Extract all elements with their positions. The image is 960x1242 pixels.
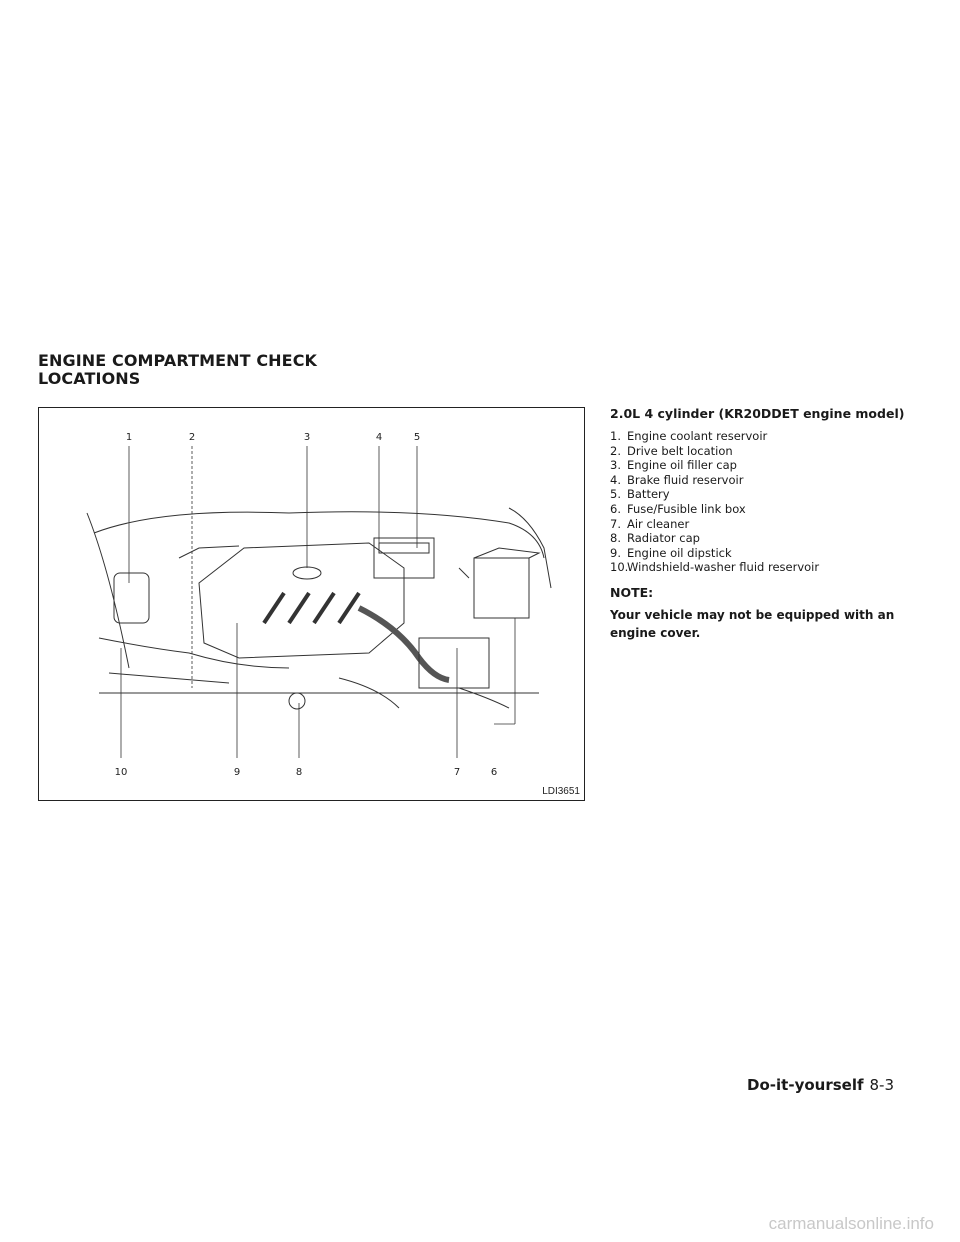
section-heading	[38, 352, 317, 388]
list-item	[610, 473, 910, 488]
list-item	[610, 531, 910, 546]
callout-3: 3	[303, 432, 311, 443]
engine-illustration	[39, 408, 585, 801]
item-text: Engine oil dipstick	[627, 545, 732, 560]
engine-model-subhead: 2.0L 4 cylinder (KR20DDET engine model)	[610, 406, 905, 421]
item-text: Radiator cap	[627, 531, 700, 546]
item-text: Air cleaner	[627, 516, 690, 531]
page-number: 8-3	[869, 1076, 894, 1094]
item-text: Battery	[627, 487, 670, 502]
list-item	[610, 444, 910, 459]
item-number: 2.	[610, 443, 621, 458]
list-item	[610, 487, 910, 502]
item-text: Engine oil filler cap	[627, 458, 737, 473]
callout-7: 7	[453, 767, 461, 778]
list-item	[610, 429, 910, 444]
callout-8: 8	[295, 767, 303, 778]
section-heading-line2: LOCATIONS	[38, 369, 141, 388]
list-item	[610, 560, 910, 575]
item-text: Engine coolant reservoir	[627, 429, 768, 443]
item-number: 7.	[610, 516, 621, 531]
item-text: Drive belt location	[627, 443, 733, 458]
list-item	[610, 502, 910, 517]
item-number: 8.	[610, 531, 621, 546]
item-number: 1.	[610, 429, 621, 443]
callout-9: 9	[233, 767, 241, 778]
list-item	[610, 517, 910, 532]
item-number: 3.	[610, 458, 621, 473]
callout-4: 4	[375, 432, 383, 443]
list-item	[610, 546, 910, 561]
callout-10: 10	[114, 767, 128, 778]
item-number: 9.	[610, 545, 621, 560]
item-number: 10.	[610, 560, 629, 575]
engine-compartment-figure	[38, 407, 585, 801]
callout-2: 2	[188, 432, 196, 443]
figure-id: LDI3651	[542, 786, 580, 797]
item-text: Fuse/Fusible link box	[627, 501, 746, 516]
callout-1: 1	[125, 432, 133, 443]
list-item	[610, 458, 910, 473]
watermark-link[interactable]: carmanualsonline.info	[768, 1214, 934, 1233]
item-number: 6.	[610, 501, 621, 516]
note-text: Your vehicle may not be equipped with an engine cover.	[610, 607, 895, 640]
callout-5: 5	[413, 432, 421, 443]
section-name: Do-it-yourself	[747, 1076, 864, 1094]
callout-6: 6	[490, 767, 498, 778]
page-footer	[747, 1076, 894, 1094]
item-text: Windshield-washer fluid reservoir	[627, 560, 820, 575]
figure-legend	[610, 406, 910, 642]
item-number: 4.	[610, 472, 621, 487]
item-number: 5.	[610, 487, 621, 502]
note-title: NOTE:	[610, 584, 654, 600]
section-heading-line1: ENGINE COMPARTMENT CHECK	[38, 351, 318, 370]
item-text: Brake fluid reservoir	[627, 472, 744, 487]
location-list	[610, 429, 910, 575]
